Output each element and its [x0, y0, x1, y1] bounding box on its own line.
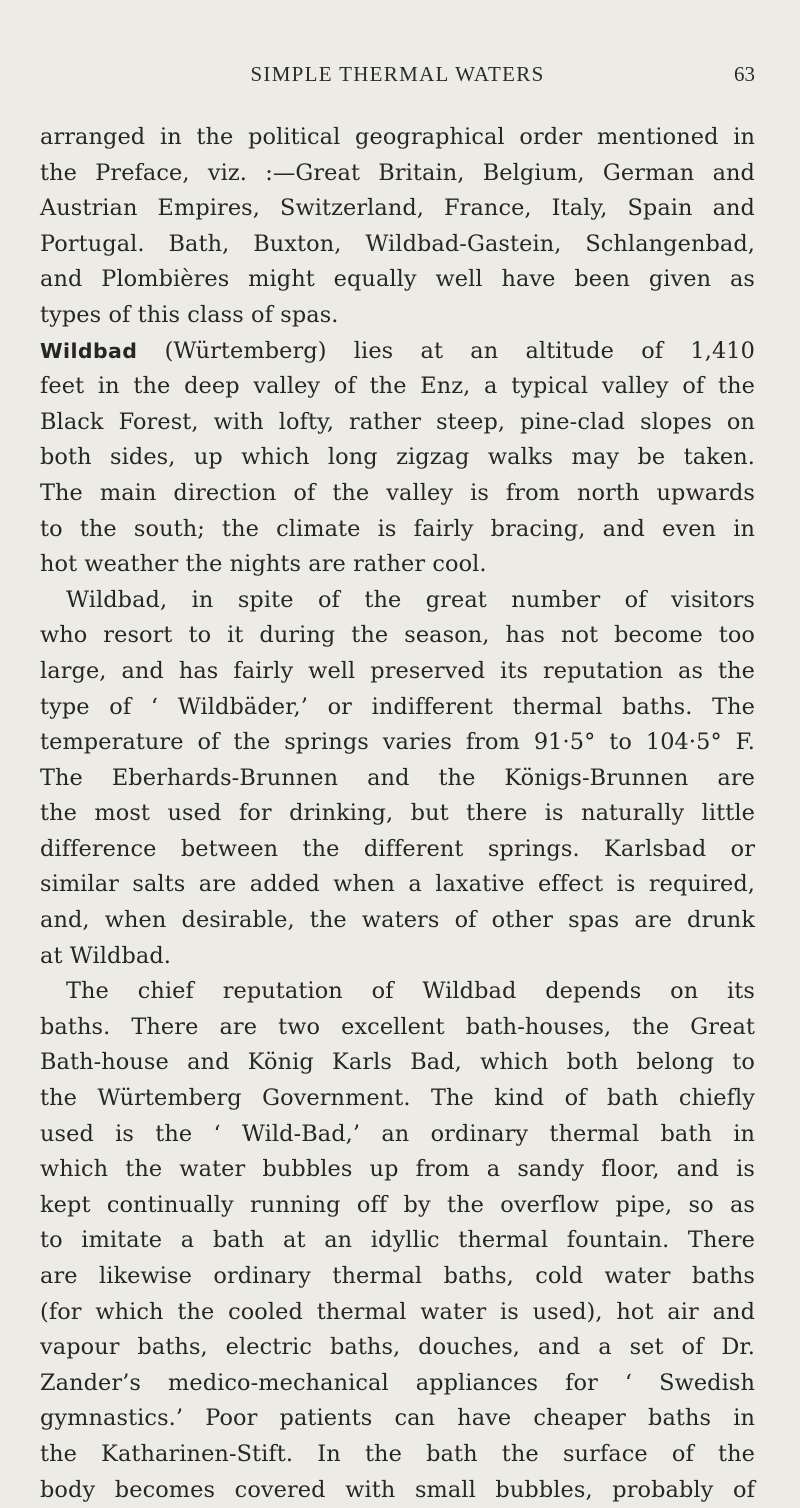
line-text: arranged in the political geographical order mentioned in — [40, 124, 755, 150]
page-header — [40, 62, 755, 88]
text-line — [40, 1152, 755, 1188]
text-line — [40, 867, 755, 903]
line-text: used is the ‘ Wild-Bad,’ an ordinary thermal bath in — [40, 1120, 755, 1147]
line-text: Austrian Empires, Switzerland, France, Italy, Spain and — [40, 195, 755, 222]
line-text: Wildbad, in spite of the great number of visitors — [66, 586, 755, 613]
text-line — [40, 1366, 755, 1402]
line-text: to imitate a bath at an idyllic thermal fountain. There — [40, 1227, 755, 1254]
line-text: the Katharinen-Stift. In the bath the surface of the — [40, 1440, 755, 1467]
text-line — [40, 440, 755, 476]
text-line — [40, 298, 755, 334]
line-text: Zander’s medico-mechanical appliances for ‘ Swedish — [40, 1369, 755, 1396]
text-line — [40, 1010, 755, 1046]
text-line — [40, 796, 755, 832]
text-line — [40, 618, 755, 654]
text-line — [40, 1401, 755, 1437]
text-line — [40, 1045, 755, 1081]
text-line — [40, 476, 755, 512]
text-line — [40, 1081, 755, 1117]
line-text: feet in the deep valley of the Enz, a typical valley of the — [40, 373, 755, 400]
text-line — [40, 334, 755, 370]
text-line — [40, 583, 755, 619]
line-text: types of this class of spas. — [40, 301, 339, 328]
line-text: (for which the cooled thermal water is used), hot air and — [40, 1298, 755, 1325]
line-text: temperature of the springs varies from 91·5° to 104·5° F. — [40, 729, 755, 756]
text-line — [40, 120, 755, 156]
line-text: both sides, up which long zigzag walks may be taken. — [40, 444, 755, 471]
text-line — [40, 1295, 755, 1331]
body-text — [40, 120, 755, 1508]
line-text: which the water bubbles up from a sandy floor, and is — [40, 1156, 755, 1183]
line-text: the most used for drinking, but there is naturally little — [40, 800, 755, 827]
page-number: 63 — [734, 62, 755, 86]
line-text: vapour baths, electric baths, douches, and a set of Dr. — [40, 1334, 755, 1361]
text-line — [40, 227, 755, 263]
line-text: body becomes covered with small bubbles, probably of — [40, 1476, 755, 1503]
line-text: difference between the different springs. Karlsbad or — [40, 835, 755, 862]
text-line — [40, 369, 755, 405]
text-line — [40, 1259, 755, 1295]
text-line — [40, 725, 755, 761]
text-line — [40, 262, 755, 298]
text-line — [40, 761, 755, 797]
line-text: The chief reputation of Wildbad depends on its — [66, 978, 755, 1005]
line-text: Portugal. Bath, Buxton, Wildbad-Gastein, Schlangenbad, — [40, 230, 755, 257]
text-line — [40, 939, 755, 975]
running-title: SIMPLE THERMAL WATERS — [250, 62, 545, 86]
section-heading: Wildbad — [40, 338, 138, 363]
text-line — [40, 1330, 755, 1366]
line-text: are likewise ordinary thermal baths, cold water baths — [40, 1263, 755, 1289]
text-line — [40, 547, 755, 583]
text-line — [40, 832, 755, 868]
line-text: gymnastics.’ Poor patients can have cheaper baths in — [40, 1405, 755, 1432]
line-text: the Würtemberg Government. The kind of bath chiefly — [40, 1085, 755, 1112]
line-text: similar salts are added when a laxative effect is required, — [40, 871, 755, 898]
text-line — [40, 405, 755, 441]
line-text: Black Forest, with lofty, rather steep, pine-clad slopes on — [40, 408, 755, 435]
line-text: to the south; the climate is fairly bracing, and even in — [40, 515, 755, 542]
text-line — [40, 903, 755, 939]
text-line — [40, 974, 755, 1010]
text-line — [40, 191, 755, 227]
line-text: and Plombières might equally well have been given as — [40, 266, 755, 293]
text-line — [40, 1473, 755, 1508]
text-line — [40, 1117, 755, 1153]
line-text: type of ‘ Wildbäder,’ or indifferent thermal baths. The — [40, 693, 755, 720]
line-text: (Würtemberg) lies at an altitude of 1,410 — [137, 337, 755, 364]
line-text: The Eberhards-Brunnen and the Königs-Brunnen are — [40, 764, 755, 791]
line-text: who resort to it during the season, has not become too — [40, 622, 755, 649]
text-line — [40, 1223, 755, 1259]
text-line — [40, 512, 755, 548]
line-text: large, and has fairly well preserved its reputation as the — [40, 657, 755, 684]
line-text: hot weather the nights are rather cool. — [40, 551, 487, 578]
text-line — [40, 1437, 755, 1473]
text-line — [40, 156, 755, 192]
line-text: at Wildbad. — [40, 942, 171, 969]
line-text: the Preface, viz. :—Great Britain, Belgium, German and — [40, 159, 755, 186]
line-text: kept continually running off by the overflow pipe, so as — [40, 1191, 755, 1218]
text-line — [40, 690, 755, 726]
text-line — [40, 1188, 755, 1224]
line-text: and, when desirable, the waters of other spas are drunk — [40, 907, 755, 934]
line-text: Bath-house and König Karls Bad, which both belong to — [40, 1049, 755, 1076]
text-line — [40, 654, 755, 690]
line-text: baths. There are two excellent bath-houses, the Great — [40, 1013, 755, 1040]
line-text: The main direction of the valley is from north upwards — [40, 479, 755, 506]
